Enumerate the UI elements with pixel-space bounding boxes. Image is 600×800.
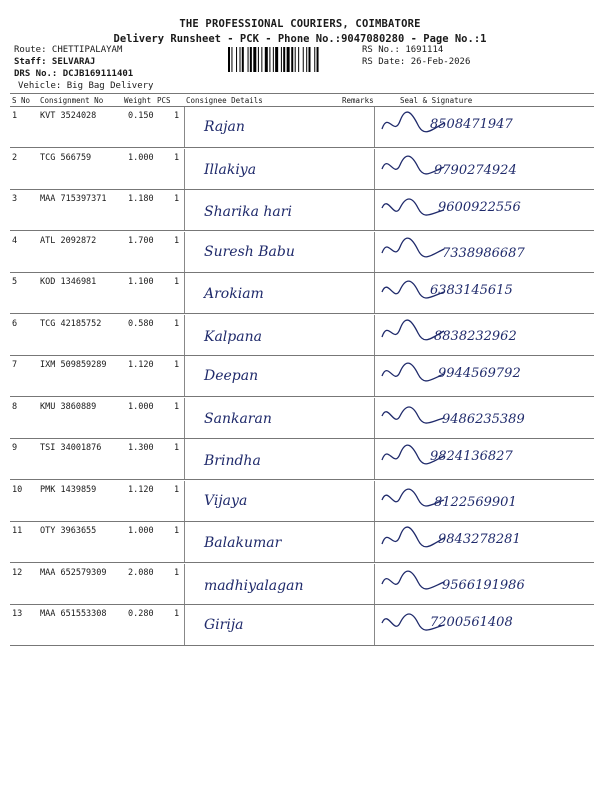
pcs-value: 1 <box>174 194 180 204</box>
consignee-name: Sharika hari <box>204 204 292 220</box>
table-row <box>10 564 594 605</box>
drs-label: DRS No.: DCJB169111401 <box>14 69 134 79</box>
rs-date: RS Date: 26-Feb-2026 <box>362 57 471 67</box>
consignment-number: MAA 651553308 <box>40 609 107 619</box>
barcode-bar <box>269 47 270 72</box>
row-divider <box>10 645 594 646</box>
table-row <box>10 315 594 356</box>
signature-phone: 9790274924 <box>434 162 517 178</box>
runsheet-subtitle: Delivery Runsheet - PCK - Phone No.:9047080280 - Page No.:1 <box>113 33 487 45</box>
barcode-bar <box>283 47 285 72</box>
signature-phone: 9843278281 <box>438 532 521 547</box>
consignment-number: KMU 3860889 <box>40 401 97 412</box>
barcode-bar <box>228 47 230 72</box>
consignment-number: TCG 566759 <box>40 152 92 163</box>
rs-number: RS No.: 1691114 <box>362 45 444 55</box>
signature-phone: 8838232962 <box>434 328 517 344</box>
table-row <box>10 522 594 563</box>
consignee-divider <box>184 398 185 438</box>
company-title: THE PROFESSIONAL COURIERS, COIMBATORE <box>179 18 421 30</box>
remarks-divider <box>374 232 375 272</box>
barcode-bar <box>250 47 252 72</box>
route-label: Route: CHETTIPALAYAM <box>14 45 123 55</box>
barcode-bar <box>242 47 244 72</box>
pcs-value: 1 <box>174 360 180 370</box>
barcode-bar <box>261 47 262 72</box>
barcode-bar <box>303 47 304 72</box>
barcode-bar <box>273 47 274 72</box>
header-rule-top <box>10 93 594 94</box>
serial-number: 8 <box>12 401 18 412</box>
weight-value: 1.300 <box>128 443 154 453</box>
remarks-divider <box>374 107 375 147</box>
consignment-number: ATL 2092872 <box>40 235 97 246</box>
serial-number: 11 <box>12 526 23 536</box>
signature-phone: 9824136827 <box>430 449 513 464</box>
barcode-image <box>228 47 356 72</box>
weight-value: 1.180 <box>128 194 154 204</box>
remarks-divider <box>374 439 375 479</box>
barcode-bar <box>265 47 268 72</box>
table-row <box>10 356 594 397</box>
consignment-number: KVT 3524028 <box>40 111 97 121</box>
consignee-name: Girija <box>204 617 244 633</box>
consignee-divider <box>184 149 185 189</box>
pcs-value: 1 <box>174 401 180 412</box>
serial-number: 9 <box>12 443 18 453</box>
barcode-bar <box>287 47 290 72</box>
signature-scribble <box>378 400 448 430</box>
barcode-bar <box>309 47 311 72</box>
weight-value: 0.580 <box>128 318 154 329</box>
table-row <box>10 273 594 314</box>
table-row <box>10 481 594 522</box>
barcode-bar <box>314 47 315 72</box>
barcode-bar <box>258 47 259 72</box>
pcs-value: 1 <box>174 235 180 246</box>
col-consignment-header: Consignment No <box>40 96 104 105</box>
serial-number: 12 <box>12 567 23 578</box>
consignee-name: Arokiam <box>204 286 264 302</box>
consignee-name: Vijaya <box>204 492 248 509</box>
consignee-divider <box>184 190 185 230</box>
remarks-divider <box>374 605 375 645</box>
signature-phone: 9486235389 <box>442 411 525 427</box>
barcode-bar <box>317 47 319 72</box>
weight-value: 1.000 <box>128 526 154 536</box>
weight-value: 1.700 <box>128 235 154 246</box>
serial-number: 3 <box>12 194 18 204</box>
consignee-divider <box>184 315 185 355</box>
pcs-value: 1 <box>174 567 180 578</box>
consignee-name: Illakiya <box>204 161 257 178</box>
remarks-divider <box>374 149 375 189</box>
barcode-bar <box>240 47 241 72</box>
signature-phone: 7338986687 <box>442 245 525 261</box>
serial-number: 10 <box>12 484 23 495</box>
weight-value: 1.100 <box>128 277 154 287</box>
pcs-value: 1 <box>174 526 180 536</box>
staff-label: Staff: SELVARAJ <box>14 57 96 67</box>
barcode-bar <box>281 47 282 72</box>
weight-value: 0.150 <box>128 111 154 121</box>
weight-value: 1.000 <box>128 152 154 163</box>
consignee-divider <box>184 522 185 562</box>
signature-phone: 8122569901 <box>434 494 517 510</box>
col-pcs-header: PCS <box>157 96 171 105</box>
consignee-divider <box>184 605 185 645</box>
col-seal-header: Seal & Signature <box>400 96 473 105</box>
pcs-value: 1 <box>174 277 180 287</box>
barcode-bar <box>236 47 237 72</box>
weight-value: 2.080 <box>128 567 154 578</box>
pcs-value: 1 <box>174 152 180 163</box>
serial-number: 1 <box>12 111 18 121</box>
consignee-divider <box>184 481 185 521</box>
serial-number: 4 <box>12 235 18 246</box>
signature-scribble <box>378 566 448 596</box>
consignment-number: OTY 3963655 <box>40 526 97 536</box>
remarks-divider <box>374 315 375 355</box>
vehicle-label: Vehicle: Big Bag Delivery <box>18 81 154 91</box>
barcode-bar <box>295 47 296 72</box>
signature-phone: 9566191986 <box>442 577 525 593</box>
weight-value: 1.120 <box>128 360 154 370</box>
signature-phone: 7200561408 <box>430 615 513 630</box>
serial-number: 13 <box>12 609 23 619</box>
pcs-value: 1 <box>174 318 180 329</box>
col-consignee-header: Consignee Details <box>186 96 263 105</box>
remarks-divider <box>374 481 375 521</box>
remarks-divider <box>374 398 375 438</box>
serial-number: 6 <box>12 318 18 329</box>
consignee-divider <box>184 107 185 147</box>
table-row <box>10 398 594 439</box>
barcode-bar <box>248 47 249 72</box>
consignee-divider <box>184 356 185 396</box>
barcode-bar <box>306 47 307 72</box>
pcs-value: 1 <box>174 443 180 453</box>
signature-scribble <box>378 234 448 264</box>
weight-value: 1.000 <box>128 401 154 412</box>
consignee-name: madhiyalagan <box>204 577 304 594</box>
serial-number: 2 <box>12 152 18 163</box>
consignment-number: IXM 509859289 <box>40 360 107 370</box>
consignment-number: PMK 1439859 <box>40 484 97 495</box>
pcs-value: 1 <box>174 484 180 495</box>
remarks-divider <box>374 356 375 396</box>
consignee-divider <box>184 232 185 272</box>
barcode-bar <box>231 47 232 72</box>
barcode-bar <box>253 47 256 72</box>
weight-value: 0.280 <box>128 609 154 619</box>
col-remarks-header: Remarks <box>342 96 374 105</box>
signature-phone: 9600922556 <box>438 200 521 215</box>
serial-number: 5 <box>12 277 18 287</box>
table-row <box>10 605 594 646</box>
signature-phone: 6383145615 <box>430 283 513 298</box>
pcs-value: 1 <box>174 111 180 121</box>
consignee-name: Kalpana <box>204 328 262 345</box>
remarks-divider <box>374 522 375 562</box>
table-row <box>10 232 594 273</box>
barcode-bar <box>275 47 278 72</box>
consignee-name: Deepan <box>204 368 259 384</box>
col-weight-header: Weight <box>124 96 152 105</box>
serial-number: 7 <box>12 360 18 370</box>
table-row <box>10 149 594 190</box>
consignee-name: Sankaran <box>204 410 272 427</box>
pcs-value: 1 <box>174 609 180 619</box>
consignee-divider <box>184 439 185 479</box>
barcode-bar <box>291 47 293 72</box>
remarks-divider <box>374 190 375 230</box>
signature-phone: 8508471947 <box>430 117 513 132</box>
consignment-number: MAA 652579309 <box>40 567 107 578</box>
consignee-divider <box>184 273 185 313</box>
consignee-divider <box>184 564 185 604</box>
consignee-name: Balakumar <box>204 535 282 551</box>
remarks-divider <box>374 564 375 604</box>
consignment-number: TCG 42185752 <box>40 318 102 329</box>
consignee-name: Rajan <box>204 119 245 135</box>
consignment-number: MAA 715397371 <box>40 194 107 204</box>
table-row <box>10 439 594 480</box>
weight-value: 1.120 <box>128 484 154 495</box>
consignee-name: Brindha <box>204 453 261 469</box>
table-row <box>10 190 594 231</box>
consignee-name: Suresh Babu <box>204 243 295 260</box>
col-sno-header: S No <box>12 96 31 105</box>
table-row <box>10 107 594 148</box>
remarks-divider <box>374 273 375 313</box>
signature-phone: 9944569792 <box>438 366 521 381</box>
barcode-bar <box>298 47 299 72</box>
consignment-number: KOD 1346981 <box>40 277 97 287</box>
consignment-number: TSI 34001876 <box>40 443 102 453</box>
